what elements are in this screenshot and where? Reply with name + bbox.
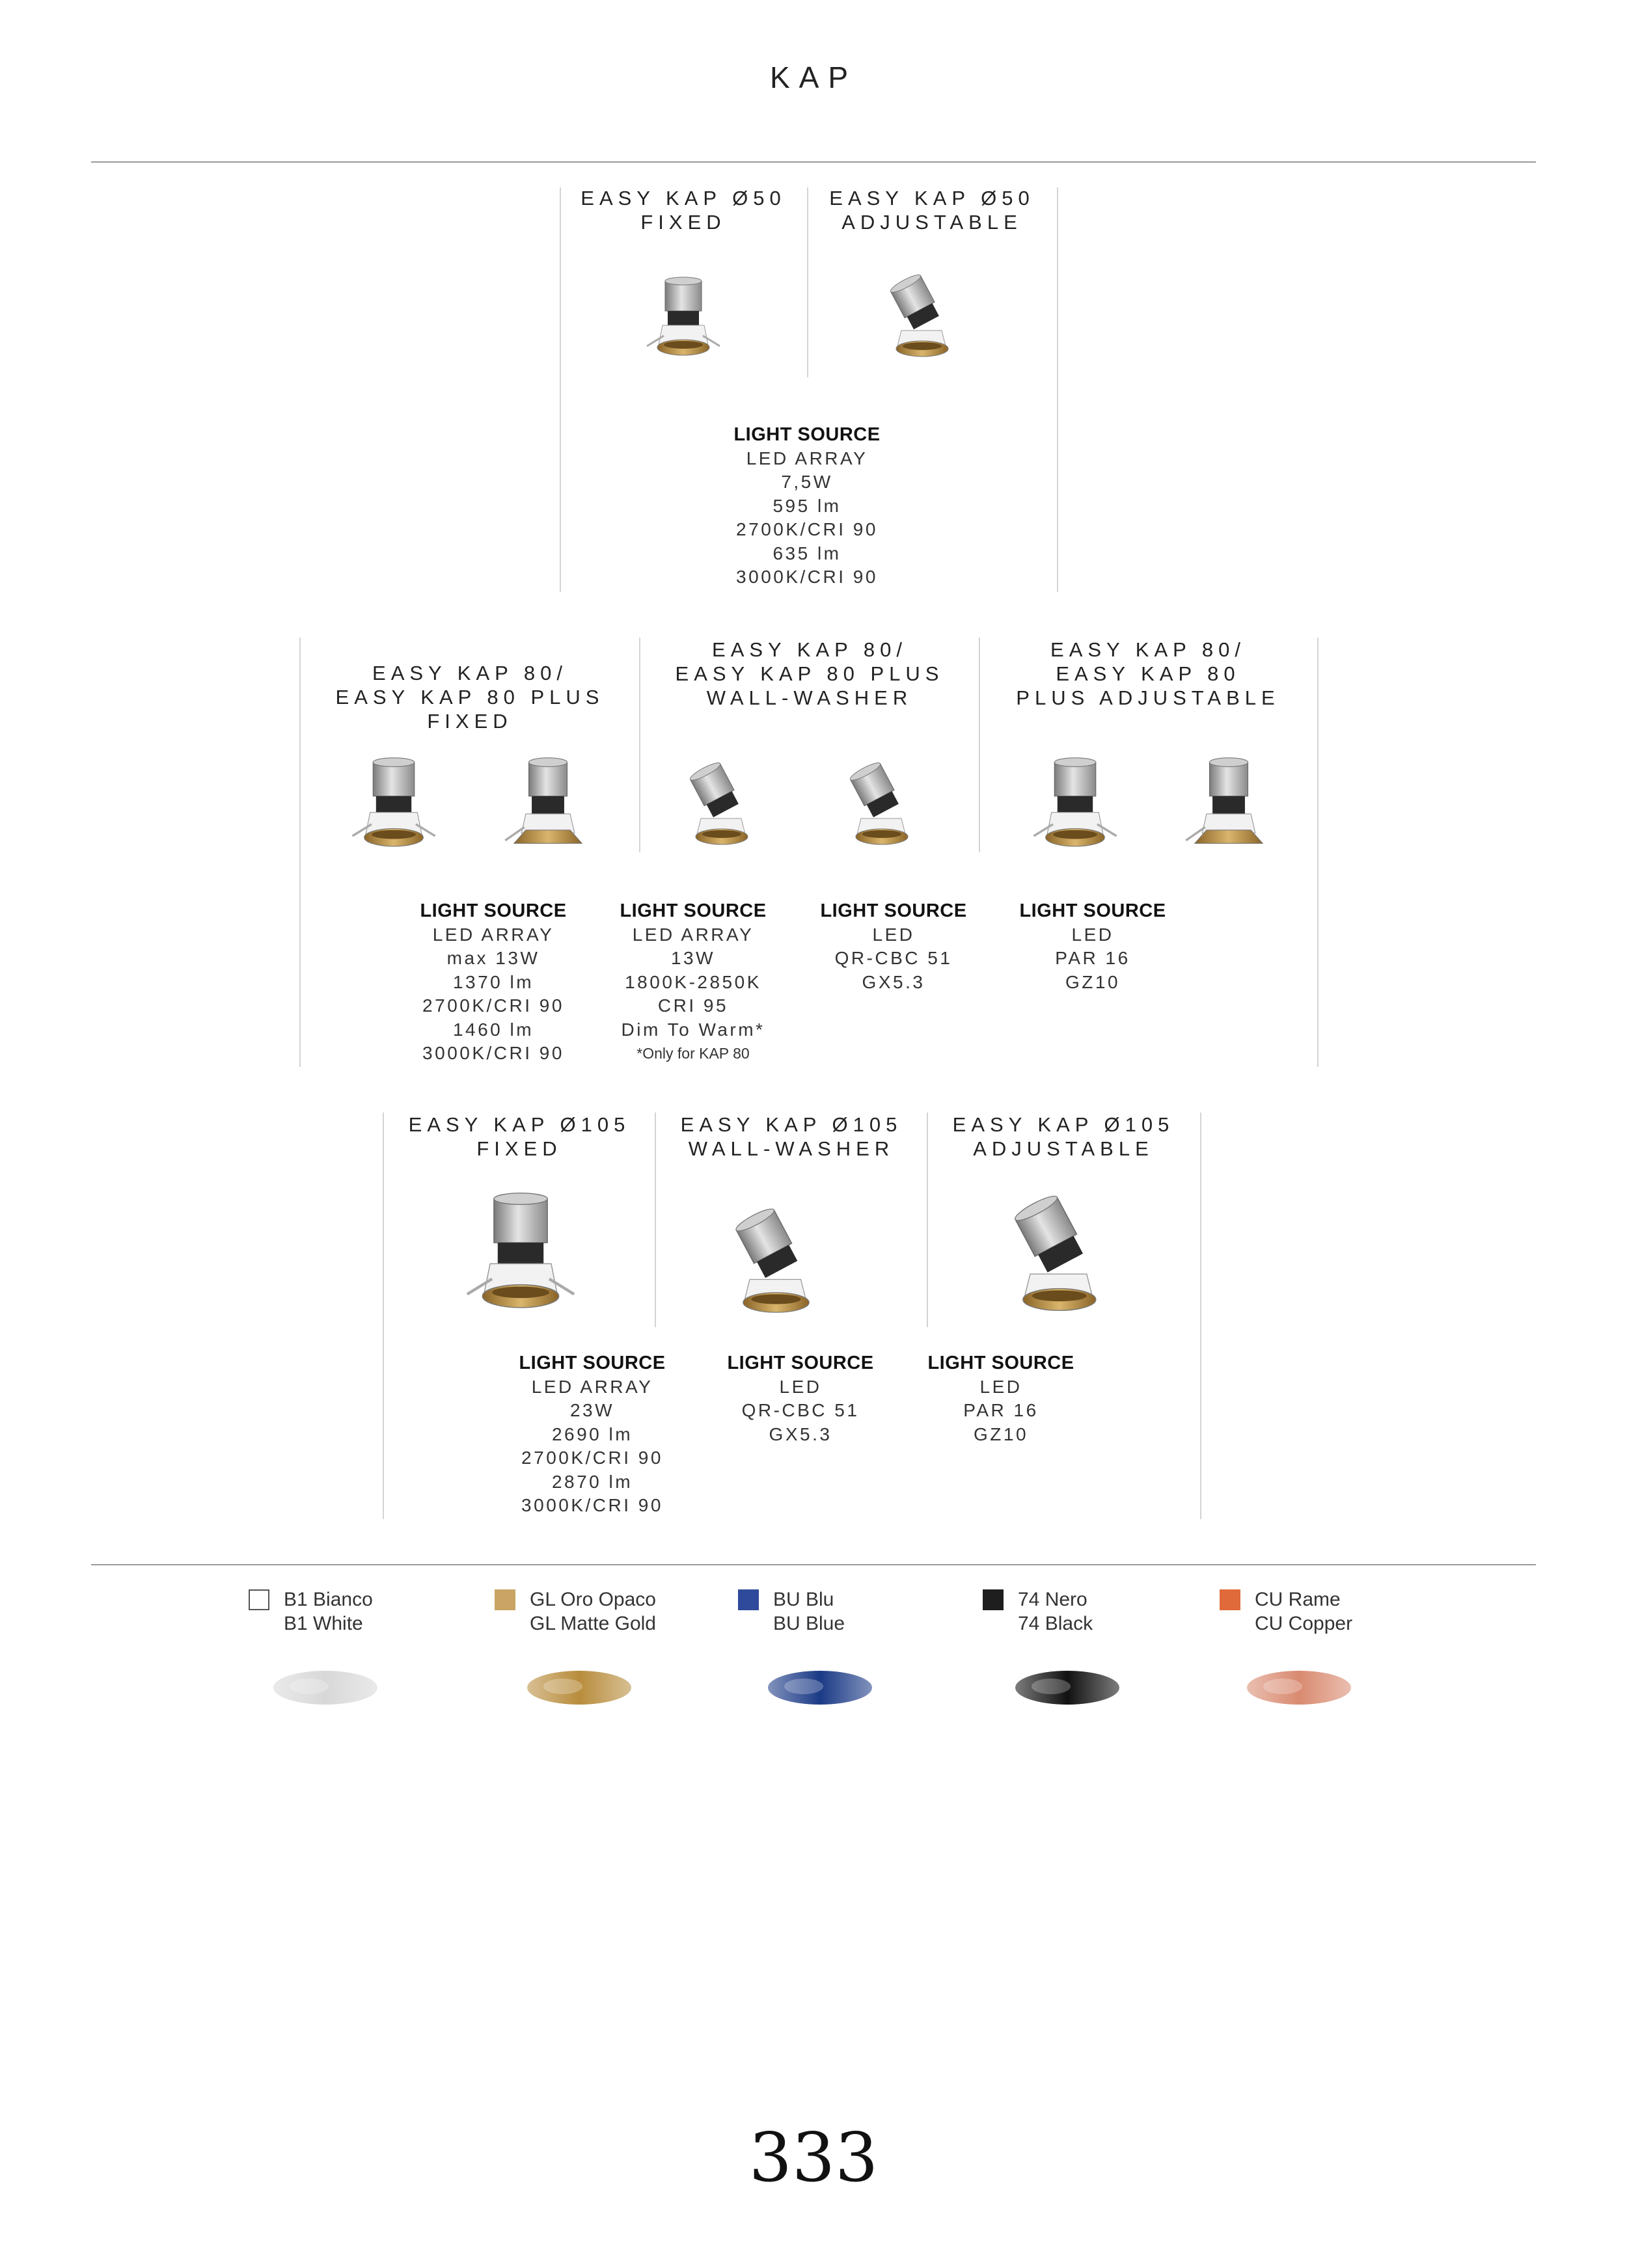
divider — [807, 187, 808, 377]
divider — [560, 187, 561, 592]
lamp-adjustable-icon — [992, 1194, 1123, 1330]
divider — [927, 1113, 928, 1327]
light-source-spec: LIGHT SOURCE LED ARRAY 23W 2690 lm 2700K/CRI 90 2870 lm 3000K/CRI 90 — [519, 1353, 666, 1515]
lamp-adjustable-square-icon — [1164, 753, 1294, 864]
divider — [1317, 638, 1319, 1067]
product-title-kap50-adjustable: EASY KAP Ø50 ADJUSTABLE — [829, 187, 1035, 234]
light-source-spec: LIGHT SOURCE LED ARRAY 13W 1800K-2850K CRI 95 Dim To Warm* *Only for KAP 80 — [620, 900, 767, 1062]
product-title-kap105-fixed: EASY KAP Ø105 FIXED — [408, 1113, 631, 1160]
finish-swatch — [1220, 1589, 1240, 1610]
light-source-spec: LIGHT SOURCE LED QR-CBC 51 GX5.3 — [727, 1353, 874, 1444]
finish-label: B1 Bianco B1 White — [284, 1589, 373, 1634]
finish-swatch — [983, 1589, 1004, 1610]
divider — [383, 1113, 384, 1519]
finishes-rule — [91, 1564, 1536, 1565]
divider — [1057, 187, 1058, 592]
reflector-sample — [270, 1667, 381, 1708]
divider — [639, 638, 640, 852]
divider — [1200, 1113, 1201, 1519]
lamp-wallwasher-square-icon — [825, 761, 936, 859]
divider — [979, 638, 980, 852]
product-title-kap105-adjustable: EASY KAP Ø105 ADJUSTABLE — [952, 1113, 1175, 1160]
light-source-spec: LIGHT SOURCE LED PAR 16 GZ10 — [927, 1353, 1074, 1444]
lamp-adjustable-icon — [882, 273, 960, 371]
finish-swatch — [249, 1589, 269, 1610]
finish-label: CU Rame CU Copper — [1255, 1589, 1353, 1634]
finish-label: 74 Nero 74 Black — [1018, 1589, 1093, 1634]
reflector-sample — [765, 1667, 875, 1708]
finish-swatch — [495, 1589, 515, 1610]
lamp-wallwasher-icon — [716, 1207, 833, 1330]
divider — [299, 638, 301, 1067]
page-number: 333 — [748, 2118, 879, 2197]
lamp-fixed-square-icon — [483, 753, 613, 864]
finish-label: BU Blu BU Blue — [773, 1589, 845, 1634]
page-title: KAP — [769, 61, 858, 94]
lamp-adjustable-round-icon — [1010, 753, 1140, 864]
product-title-kap80-fixed: EASY KAP 80/ EASY KAP 80 PLUS FIXED — [335, 662, 605, 733]
lamp-fixed-round-icon — [329, 753, 459, 864]
top-rule — [91, 161, 1536, 163]
light-source-spec: LIGHT SOURCE LED QR-CBC 51 GX5.3 — [820, 900, 967, 992]
reflector-sample — [1012, 1667, 1123, 1708]
lamp-fixed-icon — [644, 273, 722, 371]
light-source-spec: LIGHT SOURCE LED PAR 16 GZ10 — [1019, 900, 1166, 992]
finish-swatch — [738, 1589, 759, 1610]
product-title-kap80-adjustable: EASY KAP 80/ EASY KAP 80 PLUS ADJUSTABLE — [1016, 638, 1280, 709]
reflector-sample — [524, 1667, 635, 1708]
lamp-fixed-icon — [456, 1187, 586, 1330]
divider — [655, 1113, 656, 1327]
product-title-kap105-wallwasher: EASY KAP Ø105 WALL-WASHER — [680, 1113, 903, 1160]
light-source-spec: LIGHT SOURCE LED ARRAY 7,5W 595 lm 2700K/CRI 90 635 lm 3000K/CRI 90 — [733, 424, 881, 587]
product-title-kap50-fixed: EASY KAP Ø50 FIXED — [581, 187, 786, 234]
lamp-wallwasher-round-icon — [665, 761, 776, 859]
product-title-kap80-wallwasher: EASY KAP 80/ EASY KAP 80 PLUS WALL-WASHER — [675, 638, 944, 709]
finish-label: GL Oro Opaco GL Matte Gold — [530, 1589, 656, 1634]
light-source-spec: LIGHT SOURCE LED ARRAY max 13W 1370 lm 2700K/CRI 90 1460 lm 3000K/CRI 90 — [420, 900, 567, 1063]
reflector-sample — [1244, 1667, 1354, 1708]
